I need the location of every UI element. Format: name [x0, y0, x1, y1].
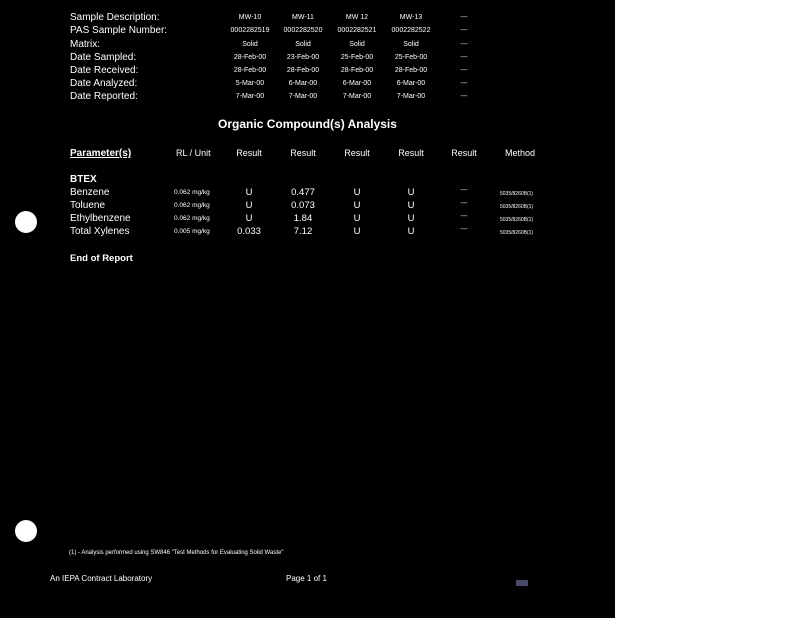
matrix-value: Solid [242, 41, 258, 48]
matrix-label: Matrix: [70, 39, 100, 50]
result-value: 7.12 [293, 226, 313, 237]
matrix-value: Solid [295, 41, 311, 48]
date-reported-value: --- [460, 93, 468, 100]
report-title: Organic Compound(s) Analysis [218, 117, 397, 131]
date-sampled-value: 28-Feb-00 [233, 54, 267, 61]
method-value: 5035/8260B(1) [500, 191, 534, 197]
date-analyzed-value: --- [460, 80, 468, 87]
date-received-value: 28-Feb-00 [233, 67, 267, 74]
date-reported-value: 7-Mar-00 [235, 93, 265, 100]
matrix-value: --- [460, 41, 468, 48]
date-reported-value: 7-Mar-00 [396, 93, 426, 100]
date-analyzed-value: 6-Mar-00 [396, 80, 426, 87]
date-received-value: 28-Feb-00 [286, 67, 320, 74]
sample-number-value: 0002282520 [283, 27, 323, 34]
result-value: 0.033 [237, 226, 261, 237]
result-value: U [407, 187, 415, 198]
result-value: 0.073 [291, 200, 315, 211]
rl-unit-value: 0.062 mg/kg [174, 215, 210, 222]
pas-sample-number-label: PAS Sample Number: [70, 25, 168, 36]
result-value: U [245, 213, 253, 224]
sample-description-value: --- [460, 14, 468, 21]
result-value: --- [460, 213, 468, 220]
date-analyzed-value: 6-Mar-00 [288, 80, 318, 87]
parameter-name: Benzene [70, 187, 110, 198]
result-value: --- [460, 226, 468, 233]
col-header-rl-unit: RL / Unit [176, 148, 211, 158]
parameter-name: Toluene [70, 200, 106, 211]
date-sampled-label: Date Sampled: [70, 52, 137, 63]
date-sampled-value: 25-Feb-00 [394, 54, 428, 61]
sample-description-value: MW 12 [345, 14, 369, 21]
sample-number-value: --- [460, 27, 468, 34]
col-header-result: Result [344, 148, 370, 158]
result-value: --- [460, 187, 468, 194]
sample-number-value: 0002282522 [391, 27, 431, 34]
result-value: U [407, 226, 415, 237]
group-label: BTEX [70, 174, 97, 185]
date-received-label: Date Received: [70, 65, 139, 76]
col-header-parameter: Parameter(s) [70, 148, 132, 159]
sample-number-value: 0002282519 [230, 27, 270, 34]
end-of-report: End of Report [70, 253, 133, 264]
date-analyzed-value: 6-Mar-00 [342, 80, 372, 87]
footer-page-number: Page 1 of 1 [286, 574, 327, 583]
date-analyzed-value: 5-Mar-00 [235, 80, 265, 87]
stamp-mark [516, 580, 528, 586]
result-value: --- [460, 200, 468, 207]
date-sampled-value: --- [460, 54, 468, 61]
result-value: 1.84 [293, 213, 313, 224]
result-value: U [353, 213, 361, 224]
col-header-method: Method [505, 148, 536, 158]
date-reported-value: 7-Mar-00 [342, 93, 372, 100]
result-value: U [245, 200, 253, 211]
method-value: 5035/8260B(1) [500, 217, 534, 223]
col-header-result: Result [290, 148, 316, 158]
result-value: U [353, 200, 361, 211]
parameter-name: Ethylbenzene [70, 213, 131, 224]
result-value: U [407, 213, 415, 224]
sample-number-value: 0002282521 [337, 27, 377, 34]
matrix-value: Solid [403, 41, 419, 48]
col-header-result: Result [236, 148, 262, 158]
method-value: 5035/8260B(1) [500, 230, 534, 236]
date-analyzed-label: Date Analyzed: [70, 78, 138, 89]
footer-lab-name: An IEPA Contract Laboratory [50, 574, 153, 583]
date-received-value: --- [460, 67, 468, 74]
punch-hole [15, 211, 37, 233]
sample-description-value: MW-13 [399, 14, 423, 21]
result-value: 0.477 [291, 187, 315, 198]
method-value: 5035/8260B(1) [500, 204, 534, 210]
footnote: (1) - Analysis performed using SW846 "Test Methods for Evaluating Solid Waste" [69, 550, 284, 556]
result-value: U [407, 200, 415, 211]
result-value: U [245, 187, 253, 198]
rl-unit-value: 0.062 mg/kg [174, 202, 210, 209]
rl-unit-value: 0.062 mg/kg [174, 189, 210, 196]
date-received-value: 28-Feb-00 [394, 67, 428, 74]
date-reported-label: Date Reported: [70, 91, 138, 102]
date-reported-value: 7-Mar-00 [288, 93, 318, 100]
sample-description-value: MW-10 [238, 14, 262, 21]
punch-hole [15, 520, 37, 542]
result-value: U [353, 226, 361, 237]
sample-description-label: Sample Description: [70, 12, 160, 23]
col-header-result: Result [451, 148, 477, 158]
rl-unit-value: 0.005 mg/kg [174, 228, 210, 235]
col-header-result: Result [398, 148, 424, 158]
date-received-value: 28-Feb-00 [340, 67, 374, 74]
date-sampled-value: 23-Feb-00 [286, 54, 320, 61]
matrix-value: Solid [349, 41, 365, 48]
parameter-name: Total Xylenes [70, 226, 130, 237]
result-value: U [353, 187, 361, 198]
date-sampled-value: 25-Feb-00 [340, 54, 374, 61]
sample-description-value: MW-11 [292, 14, 314, 21]
